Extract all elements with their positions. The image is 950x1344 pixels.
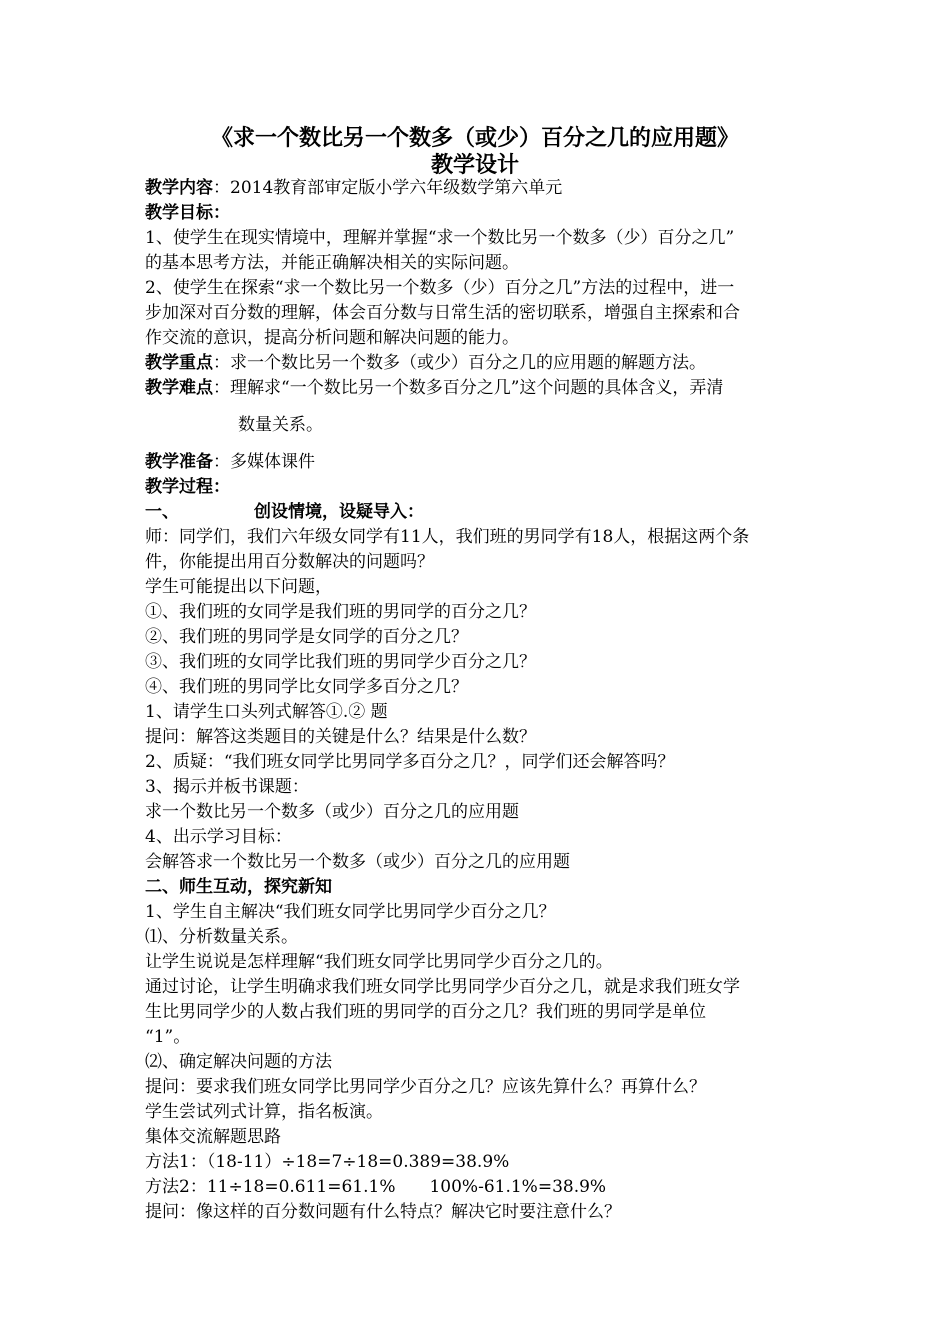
section1-number: 一、 <box>145 502 179 522</box>
content-line <box>145 177 562 199</box>
step-1-question: 提问：解答这类题目的关键是什么？结果是什么数？ <box>145 727 536 747</box>
para2: 学生可能提出以下问题， <box>145 577 332 597</box>
step-3-topic: 求一个数比另一个数多（或少）百分之几的应用题 <box>145 802 519 822</box>
prep-line: 教学准备：多媒体课件 <box>145 452 315 472</box>
question-2: ②、我们班的男同学是女同学的百分之几？ <box>145 627 468 647</box>
activity-1b: 让学生说说是怎样理解“我们班女同学比男同学少百分之几的。 <box>145 952 613 972</box>
process-label: 教学过程 <box>145 477 213 497</box>
activity-1c-line3: “1”。 <box>145 1027 191 1047</box>
goals-heading: 教学目标： <box>145 203 230 223</box>
goal1-line2: 的基本思考方法，并能正确解决相关的实际问题。 <box>145 253 519 273</box>
method-1: 方法1：（18-11）÷18=7÷18=0.389=38.9% <box>145 1152 510 1172</box>
activity-2-student: 学生尝试列式计算，指名板演。 <box>145 1102 383 1122</box>
activity-2-collective: 集体交流解题思路 <box>145 1127 281 1147</box>
step-2: 2、质疑：“我们班女同学比男同学多百分之几？，同学们还会解答吗？ <box>145 752 675 772</box>
step-4: 4、出示学习目标： <box>145 827 292 847</box>
step-1: 1、请学生口头列式解答①.② 题 <box>145 702 388 722</box>
goal1-line1: 1、使学生在现实情境中，理解并掌握“求一个数比另一个数多（少）百分之几” <box>145 228 735 248</box>
question-1: ①、我们班的女同学是我们班的男同学的百分之几？ <box>145 602 536 622</box>
activity-1: 1、学生自主解决“我们班女同学比男同学少百分之几？ <box>145 902 556 922</box>
goals-label: 教学目标 <box>145 203 213 223</box>
doc-title-line2: 教学设计 <box>430 153 519 178</box>
key-point-label: 教学重点 <box>145 353 213 373</box>
para1-line2: 件，你能提出用百分数解决的问题吗？ <box>145 552 434 572</box>
step-3: 3、揭示并板书课题： <box>145 777 309 797</box>
goal2-line2: 步加深对百分数的理解，体会百分数与日常生活的密切联系，增强自主探索和合 <box>145 303 740 323</box>
key-point-line: 教学重点：求一个数比另一个数多（或少）百分之几的应用题的解题方法。 <box>145 353 706 373</box>
step-4-goal: 会解答求一个数比另一个数多（或少）百分之几的应用题 <box>145 852 570 872</box>
question-3: ③、我们班的女同学比我们班的男同学少百分之几？ <box>145 652 536 672</box>
goal2-line1: 2、使学生在探索“求一个数比另一个数多（少）百分之几”方法的过程中，进一 <box>145 278 735 298</box>
difficulty-line: 教学难点：理解求“一个数比另一个数多百分之几”这个问题的具体含义，弄清 <box>145 378 724 398</box>
para1-line1: 师：同学们，我们六年级女同学有11人，我们班的男同学有18人，根据这两个条 <box>145 527 750 547</box>
prep-label: 教学准备 <box>145 452 213 472</box>
difficulty-line2: 数量关系。 <box>238 415 323 435</box>
section2-title: 二、师生互动，探究新知 <box>145 877 332 897</box>
activity-1c-line2: 生比男同学少的人数占我们班的男同学的百分之几？我们班的男同学是单位 <box>145 1002 706 1022</box>
doc-title-line1: 《求一个数比另一个数多（或少）百分之几的应用题》 <box>210 126 739 151</box>
activity-2: ⑵、确定解决问题的方法 <box>145 1052 332 1072</box>
process-heading: 教学过程： <box>145 477 230 497</box>
question-4: ④、我们班的男同学比女同学多百分之几？ <box>145 677 468 697</box>
method-2: 方法2：11÷18=0.611=61.1% 100%-61.1%=38.9% <box>145 1177 607 1197</box>
content-label: 教学内容 <box>145 178 213 198</box>
content-text: ：2014教育部审定版小学六年级数学第六单元 <box>213 178 563 198</box>
final-question: 提问：像这样的百分数问题有什么特点？解决它时要注意什么？ <box>145 1202 621 1222</box>
goal2-line3: 作交流的意识，提高分析问题和解决问题的能力。 <box>145 328 519 348</box>
activity-1a: ⑴、分析数量关系。 <box>145 927 298 947</box>
activity-1c-line1: 通过讨论，让学生明确求我们班女同学比男同学少百分之几，就是求我们班女学 <box>145 977 740 997</box>
section1-title: 创设情境，设疑导入： <box>254 502 424 522</box>
activity-2-question: 提问：要求我们班女同学比男同学少百分之几？应该先算什么？再算什么？ <box>145 1077 706 1097</box>
difficulty-label: 教学难点 <box>145 378 213 398</box>
